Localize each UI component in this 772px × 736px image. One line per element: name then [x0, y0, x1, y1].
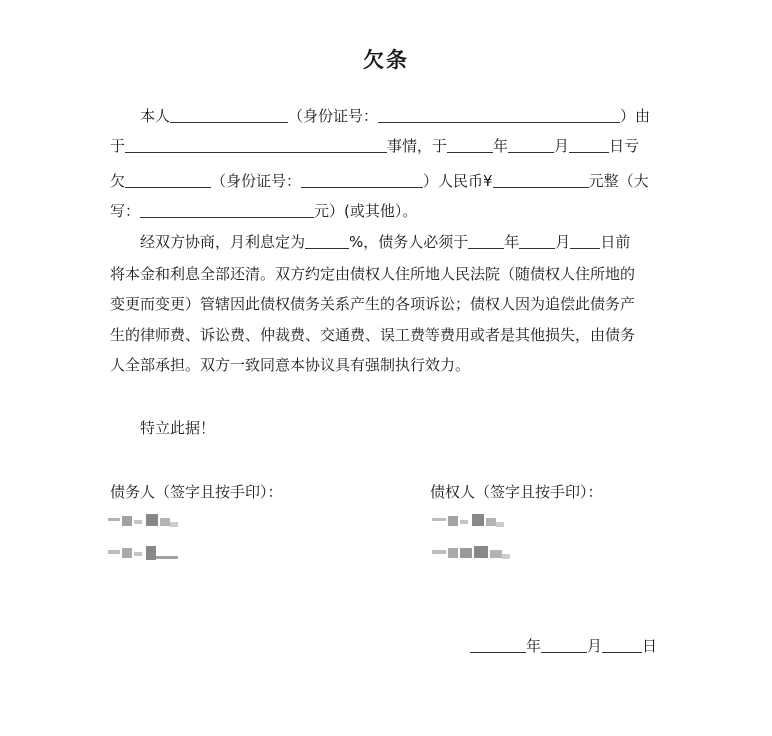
- due-month-blank[interactable]: [519, 232, 555, 249]
- amount-blank[interactable]: [493, 171, 589, 188]
- sign-month-blank[interactable]: [541, 636, 587, 653]
- day-blank[interactable]: [569, 136, 609, 153]
- creditor-name-blank[interactable]: [125, 171, 211, 188]
- year-blank[interactable]: [447, 136, 493, 153]
- p1-line3: 欠 （身份证号： ）人民币¥ 元整（大: [110, 172, 649, 190]
- p2-line1: 经双方协商，月利息定为 %，债务人必须于 年 月 日前: [140, 233, 631, 251]
- creditor-label: 债权人（签字且按手印）：: [430, 483, 603, 501]
- creditor-redacted-line2: [432, 544, 510, 564]
- debtor-redacted-line1: [108, 512, 178, 532]
- id-number-blank[interactable]: [378, 106, 620, 123]
- sign-day-blank[interactable]: [602, 636, 642, 653]
- p1-line4: 写： 元）(或其他）。: [110, 202, 418, 220]
- p2-line3: 变更而变更）管辖因此债权债务关系产生的各项诉讼；债权人因为追偿此债务产: [110, 295, 636, 313]
- document-title: 欠条: [363, 48, 409, 72]
- due-year-blank[interactable]: [468, 232, 504, 249]
- sign-year-blank[interactable]: [470, 636, 526, 653]
- p2-line5: 人全部承担。双方一致同意本协议具有强制执行效力。: [110, 356, 471, 374]
- p1-line1: 本人 （身份证号： ）由: [140, 107, 651, 125]
- reason-blank[interactable]: [125, 136, 387, 153]
- creditor-id-blank[interactable]: [301, 171, 423, 188]
- name-blank[interactable]: [170, 106, 288, 123]
- p2-line4: 生的律师费、诉讼费、仲裁费、交通费、误工费等费用或者是其他损失，由债务: [110, 326, 636, 344]
- amount-uppercase-blank[interactable]: [140, 201, 314, 218]
- month-blank[interactable]: [508, 136, 554, 153]
- due-day-blank[interactable]: [570, 232, 600, 249]
- special-statement: 特立此据！: [140, 419, 216, 437]
- debtor-label: 债务人（签字且按手印）：: [110, 483, 283, 501]
- signing-date: 年 月 日: [470, 636, 657, 656]
- p1-line2: 于 事情，于 年 月 日亏: [110, 137, 640, 155]
- p2-line2: 将本金和利息全部还清。双方约定由债权人住所地人民法院（随债权人住所地的: [110, 265, 636, 283]
- debtor-redacted-line2: [108, 544, 178, 564]
- interest-rate-blank[interactable]: [305, 232, 349, 249]
- creditor-redacted-line1: [432, 512, 504, 532]
